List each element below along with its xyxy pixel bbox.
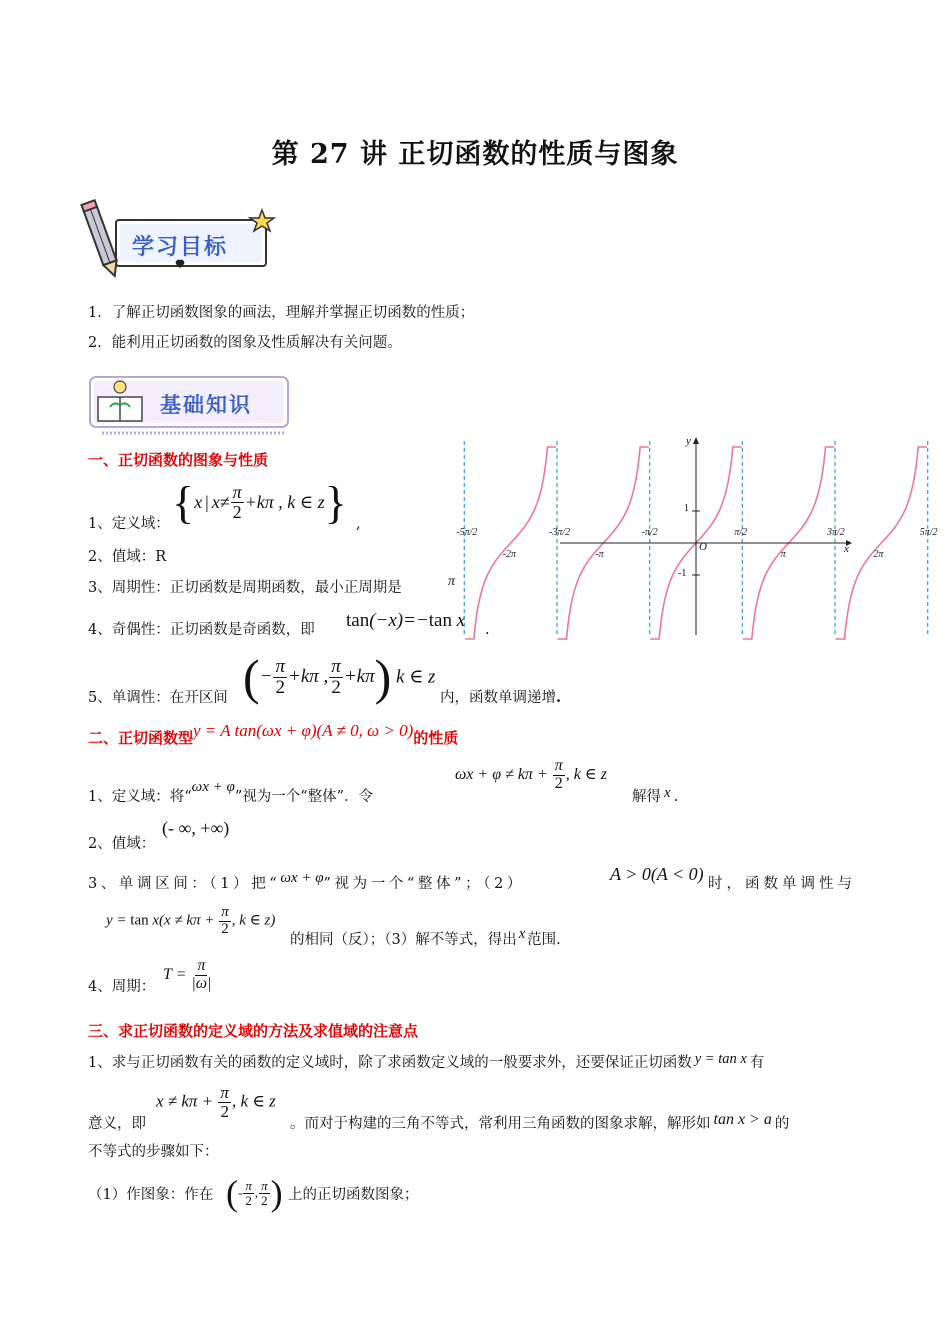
domain-comma: , <box>356 516 361 532</box>
sec2-item-2: 2、值域： <box>88 836 156 852</box>
sec2-item-1: 1、定义域：将“ωx + φ”视为一个“整体”．令 <box>88 779 374 805</box>
learning-goals-title: 学习目标 <box>132 235 229 260</box>
goal-item-1: 1．了解正切函数图象的画法，理解并掌握正切函数的性质； <box>88 305 475 321</box>
period-value: π <box>448 574 456 589</box>
x-tick-label-top: 3π/2 <box>827 527 845 538</box>
graph-y-tick-minus1: -1 <box>678 568 687 579</box>
graph-y-tick-1: 1 <box>684 503 689 514</box>
graph-x-label: x <box>844 543 849 555</box>
basic-knowledge-title: 基础知识 <box>160 393 252 417</box>
section-1-heading: 一、正切函数的图象与性质 <box>88 451 269 469</box>
graph-origin: O <box>699 541 707 553</box>
odd-dot: . <box>485 622 490 638</box>
goal-item-2: 2．能利用正切函数的图象及性质解决有关问题。 <box>88 335 402 351</box>
sec2-item1-condition: ωx + φ ≠ kπ + $\frac{\pi}{2}$ , k ∈ z <box>455 757 607 792</box>
sec3-para-2-a: 意义，即 <box>88 1116 146 1132</box>
sec3-step-1-tail: 上的正切函数图象； <box>288 1187 419 1203</box>
monotonic-label: 5、单调性：在开区间 <box>88 690 228 706</box>
x-tick-label-top: -π/2 <box>641 527 658 538</box>
sec2-period-formula: T = $\frac{\pi}{|\omega|}$ <box>163 957 212 992</box>
odd-label: 4、奇偶性：正切函数是奇函数，即 <box>88 622 315 638</box>
sec3-step-1-interval: (- $\frac{\pi}{2}$ , $\frac{\pi}{2}$ ) <box>226 1173 283 1213</box>
x-tick-label-top: -5π/2 <box>456 527 478 538</box>
x-tick-label-bottom: 2π <box>873 549 884 560</box>
graph-y-label: y <box>686 435 691 447</box>
sec2-tan-interval: y = tan x(x ≠ kπ + $\frac{\pi}{2}$ , k ∈ z) <box>106 904 276 937</box>
x-tick-label-bottom: π <box>780 549 786 560</box>
page-title: 第 27 讲 正切函数的性质与图象 <box>271 139 679 170</box>
learning-goals-badge <box>84 198 279 284</box>
sec3-tan-func: y = tan x <box>694 1051 747 1067</box>
range-label: 2、值域：R <box>88 549 167 565</box>
sec3-tan-inequality: tan x > a <box>713 1111 772 1128</box>
tangent-graph-svg <box>456 435 938 640</box>
sec2-item-3-cont: 时，函数单调性与 <box>708 876 856 892</box>
basic-knowledge-badge <box>88 375 293 441</box>
section-2-heading-formula: y = A tan(ωx + φ)(A ≠ 0, ω > 0) <box>193 721 414 740</box>
monotonic-tail: 内，函数单调递增. <box>440 689 562 706</box>
domain-formula: {x | x≠ $\frac{\pi}{2}$ +kπ , k ∈ z} <box>172 477 347 528</box>
sec2-item3-condition: A > 0(A < 0) <box>610 864 704 884</box>
x-tick-label-bottom: -2π <box>502 549 516 560</box>
x-tick-label-bottom: -π <box>595 549 604 560</box>
sec2-item1-wx: ωx + φ <box>191 779 235 795</box>
section-3-heading: 三、求正切函数的定义域的方法及求值域的注意点 <box>88 1022 419 1040</box>
tangent-graph <box>456 435 938 640</box>
sec3-step-1: （1）作图象：作在 <box>88 1187 214 1203</box>
monotonic-interval: (− $\frac{\pi}{2}$ +kπ , $\frac{\pi}{2}$ +kπ) k ∈ z <box>243 649 436 705</box>
tangent-branch <box>465 447 556 639</box>
section-2-heading: 二、正切函数型y = A tan(ωx + φ)(A ≠ 0, ω > 0)的性质 <box>88 721 459 747</box>
sec3-domain-condition: x ≠ kπ + $\frac{\pi}{2}$ , k ∈ z <box>156 1083 276 1121</box>
domain-label: 1、定义域： <box>88 516 170 532</box>
sec2-item-1-solve: 解得 x . <box>632 785 679 805</box>
sec2-range-value: (- ∞, +∞) <box>162 818 230 838</box>
sec3-para-3: 不等式的步骤如下： <box>88 1144 219 1160</box>
sec2-item-3-tail: 的相同（反）；（3）解不等式，得出 x 范围. <box>290 926 561 948</box>
sec3-para-1: 1、求与正切函数有关的函数的定义域时，除了求函数定义域的一般要求外，还要保证正切函数 y = tan x 有 <box>88 1051 765 1071</box>
x-tick-label-top: 5π/2 <box>919 527 938 538</box>
period-label: 3、周期性：正切函数是周期函数，最小正周期是 <box>88 580 402 596</box>
sec2-item-4: 4、周期： <box>88 979 156 995</box>
x-tick-label-top: -3π/2 <box>548 527 571 538</box>
x-tick-label-top: π/2 <box>734 527 748 538</box>
odd-formula: tan(−x)=−tan x <box>346 610 466 631</box>
sec2-item-3: 3、单调区间：（1）把“ωx + φ”视为一个“整体”；（2） <box>88 870 526 892</box>
sec3-para-2-b: 。而对于构建的三角不等式，常利用三角函数的图象求解，解形如 tan x > a 的 <box>290 1111 790 1132</box>
